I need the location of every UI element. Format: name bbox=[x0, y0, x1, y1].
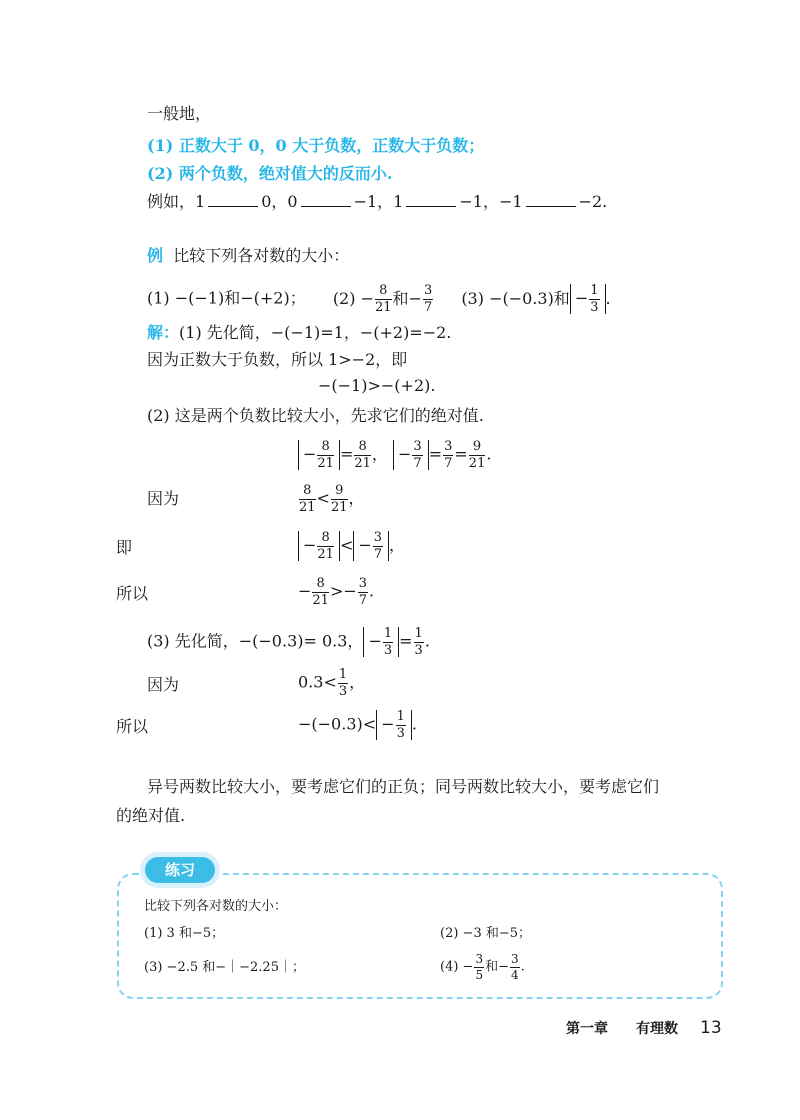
eg-2: 0，0 bbox=[261, 192, 298, 211]
solution-3: (3) 先化简，−(−0.3)= 0.3， − $\frac{1}{3}$ = $\frac{1}{3}$ . bbox=[147, 626, 430, 658]
summary-line-2: 的绝对值. bbox=[116, 806, 186, 825]
abs-values-eq: − $\frac{8}{21}$ = $\frac{8}{21}$ ， − $\frac{3}{7}$ = $\frac{3}{7}$ = $\frac{9}{21}$ . bbox=[298, 440, 491, 470]
rule-2: (2) 两个负数，绝对值大的反而小. bbox=[147, 164, 393, 183]
compare-abs: − $\frac{8}{21}$ < − $\frac{3}{7}$ ， bbox=[298, 531, 405, 561]
exercise-4: (4) − $\frac{3}{5}$ 和− $\frac{3}{4}$ . bbox=[440, 952, 525, 982]
problem-3: (3) −(−0.3)和 − $\frac{1}{3}$ . bbox=[461, 283, 611, 315]
eg-prefix: 例如， bbox=[147, 192, 196, 211]
rule-1: (1) 正数大于 0，0 大于负数，正数大于负数； bbox=[147, 136, 485, 155]
compare-03: 0.3< $\frac{1}{3}$ ， bbox=[298, 667, 366, 699]
exercise-2: (2) −3 和−5； bbox=[440, 926, 532, 941]
solution-1c: −(−1)>−(+2). bbox=[318, 376, 436, 395]
solution-1: 解：(1) 先化简，−(−1)=1，−(+2)=−2. bbox=[147, 323, 452, 342]
practice-instruction: 比较下列各对数的大小： bbox=[144, 899, 288, 914]
solution-2: (2) 这是两个负数比较大小，先求它们的绝对值. bbox=[147, 406, 484, 425]
problem-1: (1) −(−1)和−(+2)； bbox=[147, 288, 306, 308]
label-suoyi-1: 所以 bbox=[116, 584, 149, 603]
example-blanks bbox=[147, 194, 607, 210]
label-yinwei-1: 因为 bbox=[147, 489, 180, 508]
example-problems bbox=[147, 284, 611, 314]
footer-chapter: 第一章 bbox=[566, 1021, 608, 1037]
solution-label: 解： bbox=[147, 323, 180, 342]
example-label: 例 bbox=[147, 246, 164, 265]
example-heading bbox=[147, 248, 349, 264]
label-suoyi-2: 所以 bbox=[116, 717, 149, 736]
example-text: 比较下列各对数的大小： bbox=[173, 246, 350, 265]
blank-2[interactable] bbox=[301, 194, 351, 207]
problem-2: (2) − $\frac{8}{21}$ 和− $\frac{3}{7}$ bbox=[332, 283, 433, 315]
compare-fractions: $\frac{8}{21}$ < $\frac{9}{21}$ ， bbox=[299, 483, 365, 515]
blank-3[interactable] bbox=[406, 194, 456, 207]
eg-3: −1，1 bbox=[353, 192, 404, 211]
exercise-1: (1) 3 和−5； bbox=[144, 926, 225, 941]
solution-1b: 因为正数大于负数，所以 1>−2，即 bbox=[147, 350, 408, 369]
page-number: 13 bbox=[700, 1018, 722, 1038]
result-2: − $\frac{8}{21}$ >− $\frac{3}{7}$ . bbox=[298, 576, 375, 608]
label-yinwei-2: 因为 bbox=[147, 675, 180, 694]
label-ji: 即 bbox=[116, 538, 133, 557]
footer-title: 有理数 bbox=[636, 1021, 678, 1037]
eg-5: −2. bbox=[578, 192, 608, 211]
summary-line-1: 异号两数比较大小，要考虑它们的正负；同号两数比较大小，要考虑它们 bbox=[147, 777, 660, 796]
blank-1[interactable] bbox=[208, 194, 258, 207]
blank-4[interactable] bbox=[526, 194, 576, 207]
practice-title: 练习 bbox=[145, 857, 215, 883]
result-3: −(−0.3)< − $\frac{1}{3}$ . bbox=[298, 709, 417, 741]
eg-4: −1，−1 bbox=[459, 192, 523, 211]
intro-text: 一般地， bbox=[147, 104, 212, 123]
exercise-3: (3) −2.5 和−｜−2.25｜； bbox=[144, 960, 305, 975]
eg-1: 1 bbox=[195, 192, 206, 211]
